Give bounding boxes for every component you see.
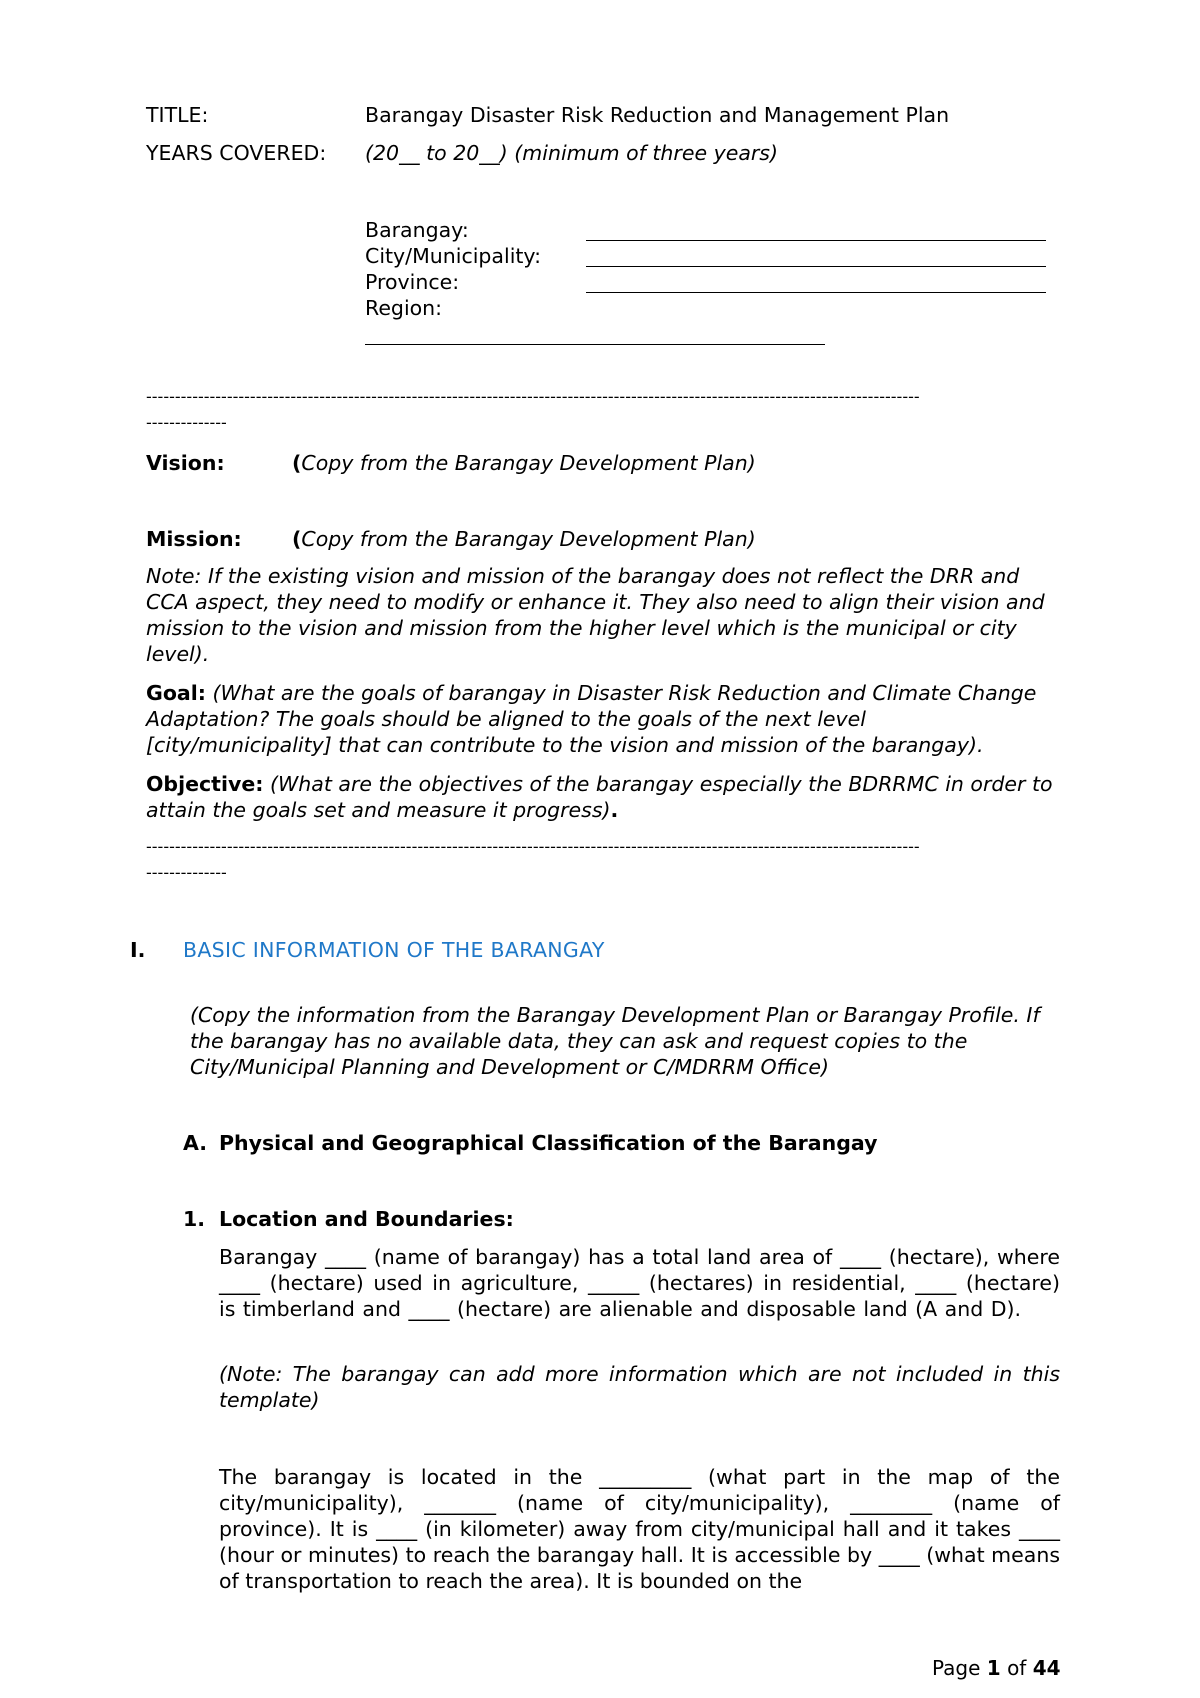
page-total: 44 — [1032, 1656, 1061, 1680]
barangay-blank-line — [586, 240, 1046, 241]
objective-text: (What are the objectives of the barangay especially the BDRRMC in order to attain the goals set and measure it progress) — [146, 772, 1053, 822]
land-area-paragraph: Barangay ____ (name of barangay) has a total land area of ____ (hectare), where ____ (hectare) used in agriculture, _____ (hectares) in residential, ____ (hectare) is timberland and ____ (hectare) are alienable and disposable land (A and D). — [219, 1245, 1060, 1321]
section-number: I. — [130, 938, 146, 962]
region-field-label: Region: — [365, 296, 443, 320]
region-blank-line — [365, 344, 825, 345]
province-blank-line — [586, 292, 1046, 293]
title-value: Barangay Disaster Risk Reduction and Management Plan — [365, 103, 950, 127]
template-note: (Note: The barangay can add more information which are not included in this template) — [219, 1362, 1060, 1412]
city-blank-line — [586, 266, 1046, 267]
page-footer — [932, 1655, 1061, 1681]
separator-line-2: -------------------------------------------------------------------------------------------------------------------------------------- — [146, 837, 920, 856]
objective-label: Objective: — [146, 772, 264, 796]
section-instruction: (Copy the information from the Barangay Development Plan or Barangay Profile. If the barangay has no available data, they can ask and request copies to the City/Municipal Planning and Development or C/MDRRM Office) — [190, 1003, 1040, 1079]
barangay-field-label: Barangay: — [365, 218, 469, 242]
item-number: 1. — [183, 1207, 206, 1231]
province-field-label: Province: — [365, 270, 460, 294]
separator-line-cont: -------------- — [146, 413, 227, 432]
city-field-label: City/Municipality: — [365, 244, 541, 268]
page-word: Page — [932, 1656, 981, 1680]
subsection-heading: Physical and Geographical Classification of the Barangay — [219, 1131, 878, 1155]
mission-open-paren: ( — [292, 527, 302, 551]
subsection-letter: A. — [183, 1131, 208, 1155]
vision-text — [292, 450, 756, 476]
vision-instruction: Copy from the Barangay Development Plan) — [301, 451, 756, 475]
goal-label: Goal: — [146, 681, 206, 705]
title-label: TITLE: — [146, 103, 209, 127]
item-heading: Location and Boundaries: — [219, 1207, 514, 1231]
vision-label: Vision: — [146, 451, 225, 475]
years-covered-value: (20__ to 20__) (minimum of three years) — [365, 141, 778, 165]
mission-label: Mission: — [146, 527, 242, 551]
separator-line: -------------------------------------------------------------------------------------------------------------------------------------- — [146, 387, 920, 406]
goal-paragraph — [146, 680, 1056, 758]
vision-mission-note: Note: If the existing vision and mission of the barangay does not reflect the DRR and CCA aspect, they need to modify or enhance it. They also need to align their vision and mission to the vision and mission from the higher level which is the municipal or city level). — [146, 564, 1045, 666]
page-number: 1 — [986, 1656, 1001, 1680]
objective-paragraph — [146, 771, 1056, 823]
years-covered-label: YEARS COVERED: — [146, 141, 327, 165]
objective-end-period: . — [610, 798, 619, 822]
separator-line-2-cont: -------------- — [146, 863, 227, 882]
section-heading: BASIC INFORMATION OF THE BARANGAY — [183, 938, 605, 962]
mission-instruction: Copy from the Barangay Development Plan) — [301, 527, 756, 551]
mission-text — [292, 526, 756, 552]
location-paragraph: The barangay is located in the _________ (what part in the map of the city/municipality), _______ (name of city/municipality), ________ (name of province). It is ____ (in kilometer) away from city/municipal hall and it takes ____ (hour or minutes) to reach the barangay hall. It is accessible by ____ (what means of transportation to reach the area). It is bounded on the — [219, 1465, 1060, 1593]
of-word: of — [1007, 1656, 1027, 1680]
goal-text: (What are the goals of barangay in Disaster Risk Reduction and Climate Change Adaptation? The goals should be aligned to the goals of the next level [city/municipality] that can contribute to the vision and mission of the barangay). — [146, 681, 1037, 757]
vision-open-paren: ( — [292, 451, 302, 475]
